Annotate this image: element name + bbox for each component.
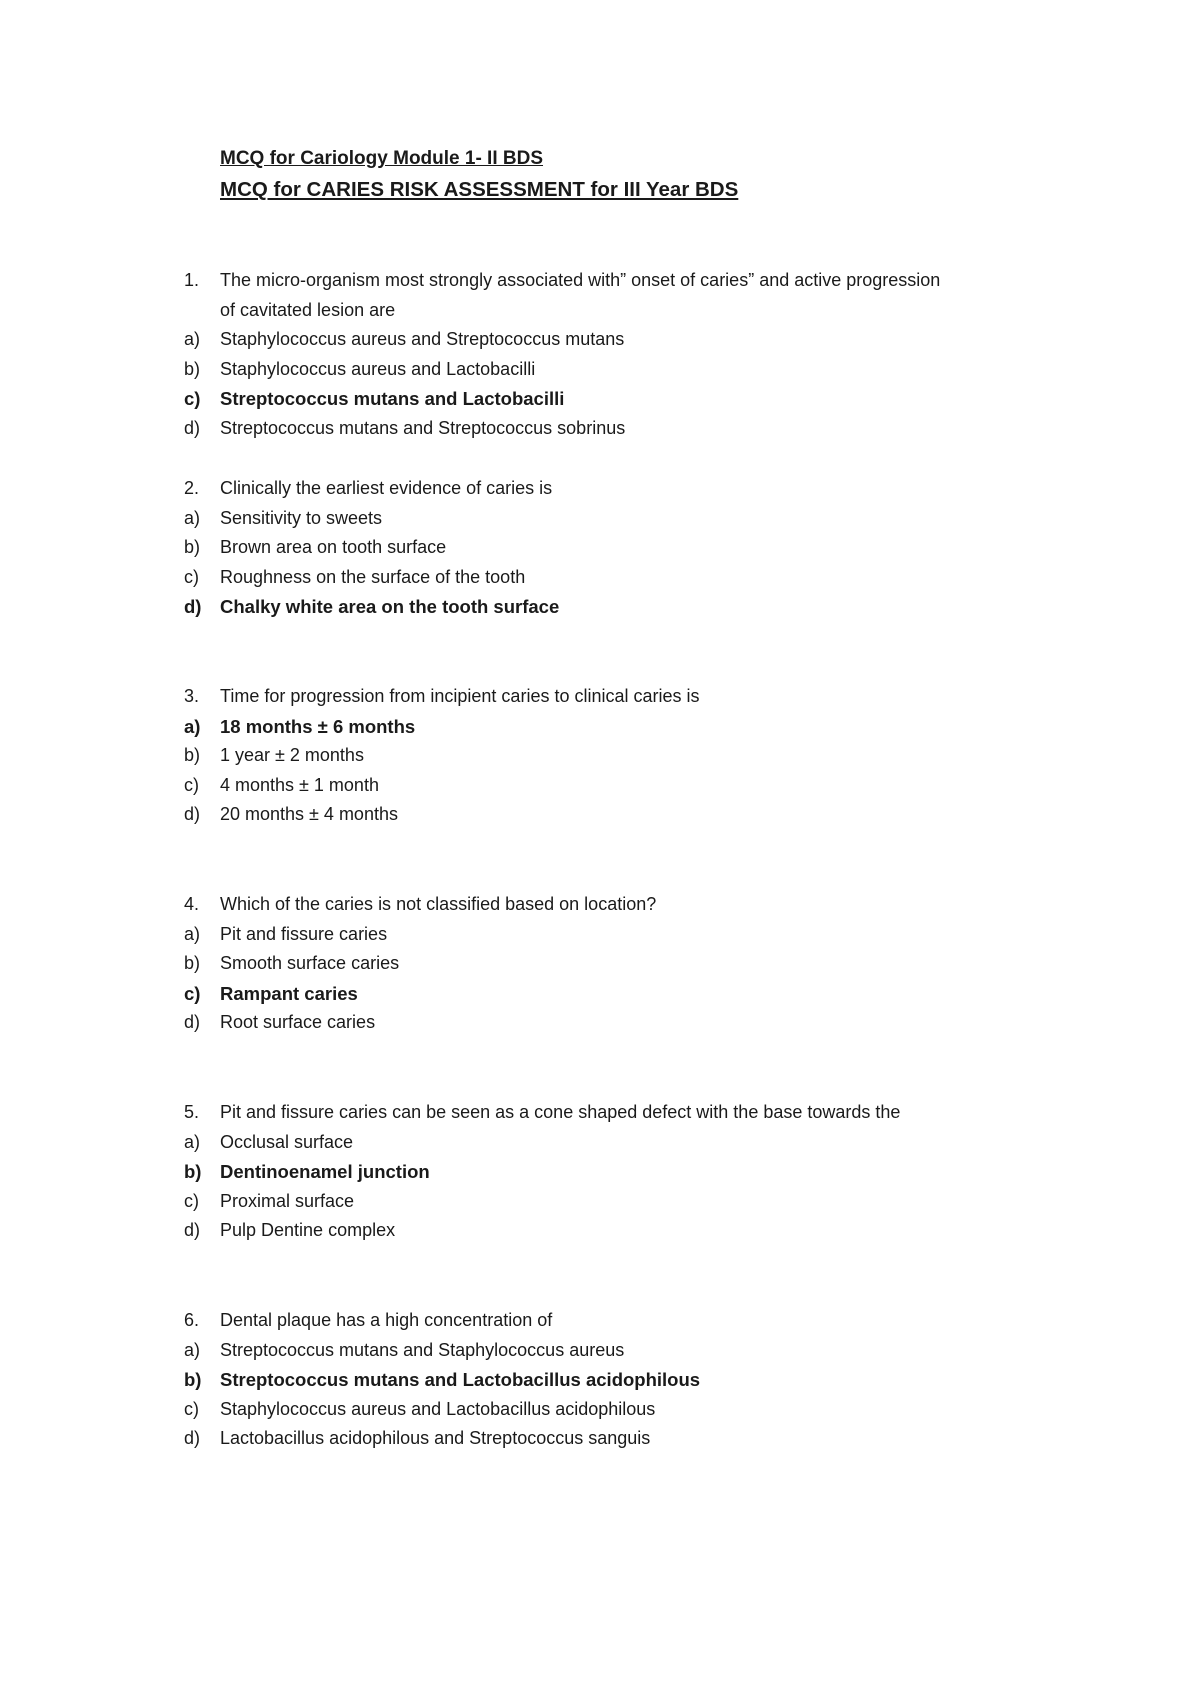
option-text: 1 year ± 2 months xyxy=(220,745,364,765)
option-text: Dentinoenamel junction xyxy=(220,1161,430,1182)
option-text: Lactobacillus acidophilous and Streptococcus sanguis xyxy=(220,1428,651,1448)
option-text: Staphylococcus aureus and Lactobacillus acidophilous xyxy=(220,1398,656,1419)
option-marker: a) xyxy=(184,1339,201,1360)
question-text: The micro-organism most strongly associated with” onset of caries” and active progression xyxy=(220,270,941,290)
option-marker: b) xyxy=(184,953,201,973)
option-marker: b) xyxy=(184,745,201,765)
option-text: Root surface caries xyxy=(220,1012,376,1032)
option-text: Proximal surface xyxy=(220,1190,355,1211)
option-marker: c) xyxy=(184,1398,199,1419)
option-text: Streptococcus mutans and Lactobacillus acidophilous xyxy=(220,1369,701,1390)
question-text: Pit and fissure caries can be seen as a cone shaped defect with the base towards the xyxy=(220,1102,901,1122)
option-marker: a) xyxy=(184,329,201,349)
option-text: Staphylococcus aureus and Lactobacilli xyxy=(220,358,536,379)
option-marker: b) xyxy=(184,358,201,379)
option-marker: a) xyxy=(184,1131,201,1152)
option-text: Streptococcus mutans and Streptococcus sobrinus xyxy=(220,417,626,438)
option-text: Chalky white area on the tooth surface xyxy=(220,596,560,617)
option-marker: d) xyxy=(184,417,201,438)
question-number: 5. xyxy=(184,1102,200,1122)
option-marker: b) xyxy=(184,1161,202,1182)
option-marker: a) xyxy=(184,715,201,737)
option-text: Streptococcus mutans and Staphylococcus aureus xyxy=(220,1339,625,1360)
question-text: of cavitated lesion are xyxy=(220,299,396,320)
question-text: Clinically the earliest evidence of caries is xyxy=(220,478,553,498)
option-text: 4 months ± 1 month xyxy=(220,774,379,795)
option-text: Smooth surface caries xyxy=(220,953,400,973)
option-marker: d) xyxy=(184,1220,201,1240)
option-marker: c) xyxy=(184,388,201,409)
option-text: Staphylococcus aureus and Streptococcus mutans xyxy=(220,329,625,349)
option-text: 18 months ± 6 months xyxy=(220,715,416,737)
option-marker: c) xyxy=(184,982,201,1004)
option-marker: c) xyxy=(184,566,199,587)
question-number: 6. xyxy=(184,1310,200,1330)
option-text: Occlusal surface xyxy=(220,1131,354,1152)
option-marker: d) xyxy=(184,596,202,617)
question-number: 1. xyxy=(184,270,200,290)
option-marker: b) xyxy=(184,1369,202,1390)
option-text: Sensitivity to sweets xyxy=(220,507,383,528)
question-number: 4. xyxy=(184,894,200,914)
question-text: Dental plaque has a high concentration of xyxy=(220,1310,553,1330)
option-marker: c) xyxy=(184,1190,199,1211)
option-text: Roughness on the surface of the tooth xyxy=(220,566,526,587)
option-marker: b) xyxy=(184,537,201,557)
option-text: 20 months ± 4 months xyxy=(220,804,398,824)
question-number: 3. xyxy=(184,686,200,706)
option-marker: d) xyxy=(184,1428,201,1448)
option-text: Pulp Dentine complex xyxy=(220,1220,396,1240)
assessment-title: MCQ for CARIES RISK ASSESSMENT for III Year BDS xyxy=(220,178,739,201)
question-text: Which of the caries is not classified based on location? xyxy=(220,894,657,914)
option-text: Brown area on tooth surface xyxy=(220,537,447,557)
question-number: 2. xyxy=(184,478,200,498)
option-marker: d) xyxy=(184,804,201,824)
option-text: Streptococcus mutans and Lactobacilli xyxy=(220,388,565,409)
option-marker: a) xyxy=(184,507,201,528)
question-text: Time for progression from incipient caries to clinical caries is xyxy=(220,686,700,706)
option-text: Pit and fissure caries xyxy=(220,923,388,944)
module-title: MCQ for Cariology Module 1- II BDS xyxy=(220,148,544,169)
option-marker: c) xyxy=(184,774,199,795)
option-marker: a) xyxy=(184,923,201,944)
option-marker: d) xyxy=(184,1012,201,1032)
option-text: Rampant caries xyxy=(220,982,358,1004)
